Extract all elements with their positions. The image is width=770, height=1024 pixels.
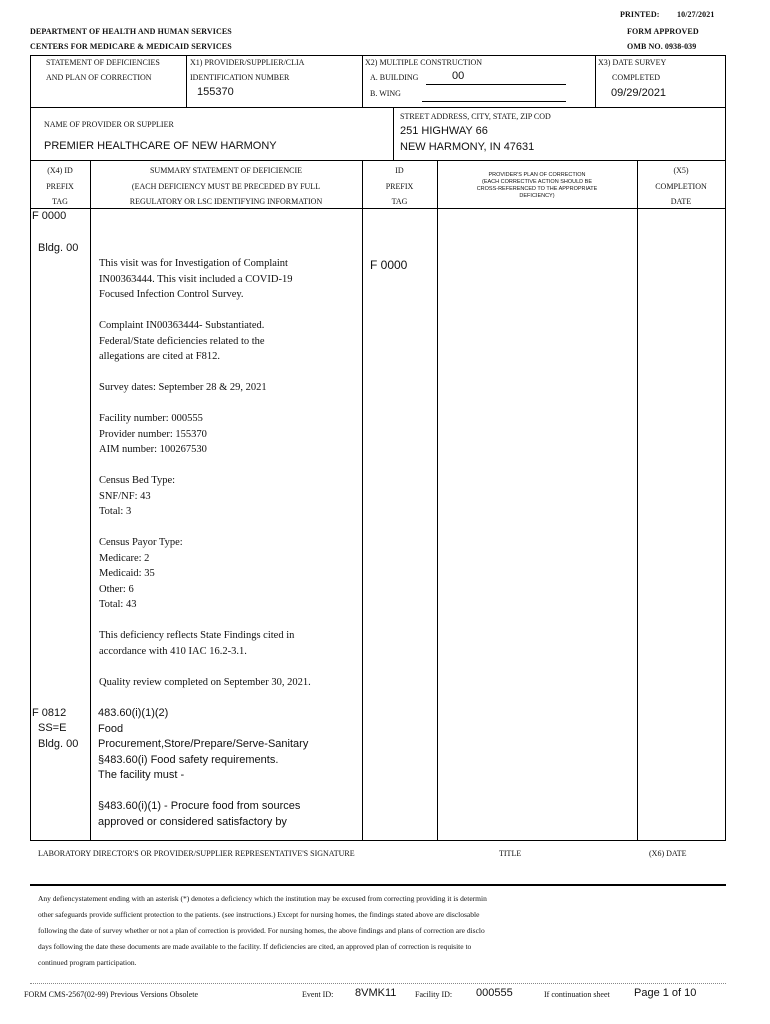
- provider-id-value: 155370: [197, 86, 234, 98]
- centers-name: CENTERS FOR MEDICARE & MEDICAID SERVICES: [30, 42, 232, 51]
- plan-header-2: (EACH CORRECTIVE ACTION SHOULD BE: [481, 179, 593, 185]
- x4-header-2: PREFIX: [46, 182, 74, 191]
- disclaimer-line: continued program participation.: [38, 958, 137, 967]
- text-line: [99, 659, 361, 675]
- wing-label: B. WING: [370, 89, 401, 98]
- text-line: Food: [98, 722, 124, 735]
- page-number: Page 1 of 10: [634, 987, 697, 999]
- prefix-tag-f0000: F 0000: [32, 210, 67, 222]
- x4-header-1: (X4) ID: [47, 166, 73, 175]
- form-number: FORM CMS-2567(02-99) Previous Versions Obsolete: [24, 990, 199, 999]
- department-name: DEPARTMENT OF HEALTH AND HUMAN SERVICES: [30, 27, 232, 36]
- text-line: SNF/NF: 43: [99, 490, 151, 502]
- building-label: A. BUILDING: [370, 73, 419, 82]
- x5-header-1: (X5): [673, 166, 689, 175]
- x1-label-1: X1) PROVIDER/SUPPLIER/CLIA: [190, 58, 305, 67]
- text-line: Medicare: 2: [99, 552, 150, 564]
- text-line: Census Payor Type:: [99, 537, 183, 548]
- summary-header-2: (EACH DEFICIENCY MUST BE PRECEDED BY FULL: [131, 182, 321, 191]
- text-line: This visit was for Investigation of Complaint: [99, 258, 288, 269]
- text-line: Procurement,Store/Prepare/Serve-Sanitary: [98, 738, 309, 750]
- text-line: Survey dates: September 28 & 29, 2021: [99, 382, 267, 393]
- continuation-label: If continuation sheet: [544, 990, 610, 999]
- text-line: IN00363444. This visit included a COVID-19: [99, 273, 293, 285]
- x1-label-2: IDENTIFICATION NUMBER: [190, 73, 290, 82]
- bldg-label-2: Bldg. 00: [38, 738, 79, 750]
- printed-date: 10/27/2021: [677, 10, 715, 19]
- form-approved: FORM APPROVED: [627, 27, 699, 36]
- disclaimer-text: [38, 891, 728, 971]
- prefix-tag-f0812: F 0812: [32, 707, 67, 719]
- printed-label: PRINTED:: [620, 10, 660, 19]
- disclaimer-line: other safeguards provide sufficient protection to the patients. (see instructions.) Except for nursing homes, the findings stated above are disclosable: [38, 910, 480, 919]
- text-line: [99, 396, 361, 412]
- event-id-label: Event ID:: [302, 990, 334, 999]
- text-line: [98, 784, 360, 800]
- f812-statement: [98, 706, 360, 830]
- text-line: Quality review completed on September 30, 2021.: [99, 676, 311, 688]
- text-line: The facility must -: [98, 769, 185, 781]
- facility-id-label: Facility ID:: [415, 990, 453, 999]
- text-line: Facility number: 000555: [99, 413, 203, 424]
- text-line: AIM number: 100267530: [99, 444, 207, 455]
- bldg-label: Bldg. 00: [38, 242, 79, 254]
- provider-name-value: PREMIER HEALTHCARE OF NEW HARMONY: [44, 140, 277, 152]
- plan-header-1: PROVIDER'S PLAN OF CORRECTION: [488, 172, 586, 178]
- plan-header-3: CROSS-REFERENCED TO THE APPROPRIATE: [476, 186, 598, 192]
- x3-label-2: COMPLETED: [612, 73, 660, 82]
- text-line: Other: 6: [99, 583, 134, 595]
- survey-date-value: 09/29/2021: [611, 87, 667, 99]
- text-line: Complaint IN00363444- Substantiated.: [99, 320, 265, 331]
- text-line: Census Bed Type:: [99, 475, 176, 486]
- x3-label-1: X3) DATE SURVEY: [598, 58, 667, 67]
- scope-severity: SS=E: [38, 722, 67, 734]
- text-line: §483.60(i) Food safety requirements.: [98, 753, 279, 766]
- x4-header-3: TAG: [52, 197, 68, 206]
- footer-divider: [30, 983, 726, 984]
- address-label: STREET ADDRESS, CITY, STATE, ZIP COD: [400, 112, 551, 121]
- statement-label-2: AND PLAN OF CORRECTION: [46, 73, 152, 82]
- summary-header-1: SUMMARY STATEMENT OF DEFICIENCIE: [149, 166, 303, 175]
- text-line: [99, 520, 361, 536]
- provider-name-label: NAME OF PROVIDER OR SUPPLIER: [44, 120, 174, 129]
- address-line-1: 251 HIGHWAY 66: [400, 125, 488, 137]
- x5-header-3: DATE: [670, 197, 692, 206]
- text-line: Total: 3: [99, 506, 132, 517]
- text-line: §483.60(i)(1) - Procure food from sources: [98, 800, 301, 812]
- summary-statement: [99, 256, 361, 690]
- signature-label: LABORATORY DIRECTOR'S OR PROVIDER/SUPPLIER REPRESENTATIVE'S SIGNATURE: [38, 849, 355, 858]
- text-line: [99, 365, 361, 381]
- plan-header-4: DEFICIENCY): [519, 193, 555, 199]
- text-line: allegations are cited at F812.: [99, 351, 221, 362]
- text-line: This deficiency reflects State Findings cited in: [99, 630, 295, 641]
- text-line: Medicaid: 35: [99, 568, 155, 579]
- text-line: Focused Infection Control Survey.: [99, 289, 244, 300]
- text-line: Total: 43: [99, 599, 137, 610]
- disclaimer-line: following the date of survey whether or not a plan of correction is provided. For nursing homes, the above findings and plans of correction are disclo: [38, 926, 485, 935]
- x5-header-2: COMPLETION: [655, 182, 707, 191]
- text-line: Federal/State deficiencies related to the: [99, 335, 265, 347]
- x2-label: X2) MULTIPLE CONSTRUCTION: [365, 58, 483, 67]
- text-line: [99, 303, 361, 319]
- building-value: 00: [452, 70, 465, 82]
- id-header-3: TAG: [391, 197, 408, 206]
- statement-label-1: STATEMENT OF DEFICIENCIES: [46, 58, 160, 67]
- event-id-value: 8VMK11: [355, 987, 397, 999]
- text-line: Provider number: 155370: [99, 428, 207, 440]
- text-line: 483.60(i)(1)(2): [98, 707, 169, 719]
- disclaimer-line: Any defiencystatement ending with an asterisk (*) denotes a deficiency which the institution may be excused from correcting providing it is determin: [38, 894, 487, 903]
- text-line: [99, 613, 361, 629]
- address-line-2: NEW HARMONY, IN 47631: [400, 141, 535, 153]
- x6-date-label: (X6) DATE: [649, 849, 687, 858]
- omb-number: OMB NO. 0938-039: [627, 42, 697, 51]
- id-header-1: ID: [395, 166, 404, 175]
- text-line: approved or considered satisfactory by: [98, 815, 287, 828]
- title-label: TITLE: [499, 849, 522, 858]
- disclaimer-line: days following the date these documents are made available to the facility. If deficiencies are cited, an approved plan of correction is requisite to: [38, 942, 472, 951]
- facility-id-value: 000555: [476, 987, 513, 999]
- text-line: [99, 458, 361, 474]
- summary-header-3: REGULATORY OR LSC IDENTIFYING INFORMATION: [129, 197, 323, 206]
- id-prefix-tag-f0000: F 0000: [370, 258, 408, 272]
- text-line: accordance with 410 IAC 16.2-3.1.: [99, 645, 247, 657]
- id-header-2: PREFIX: [385, 182, 414, 191]
